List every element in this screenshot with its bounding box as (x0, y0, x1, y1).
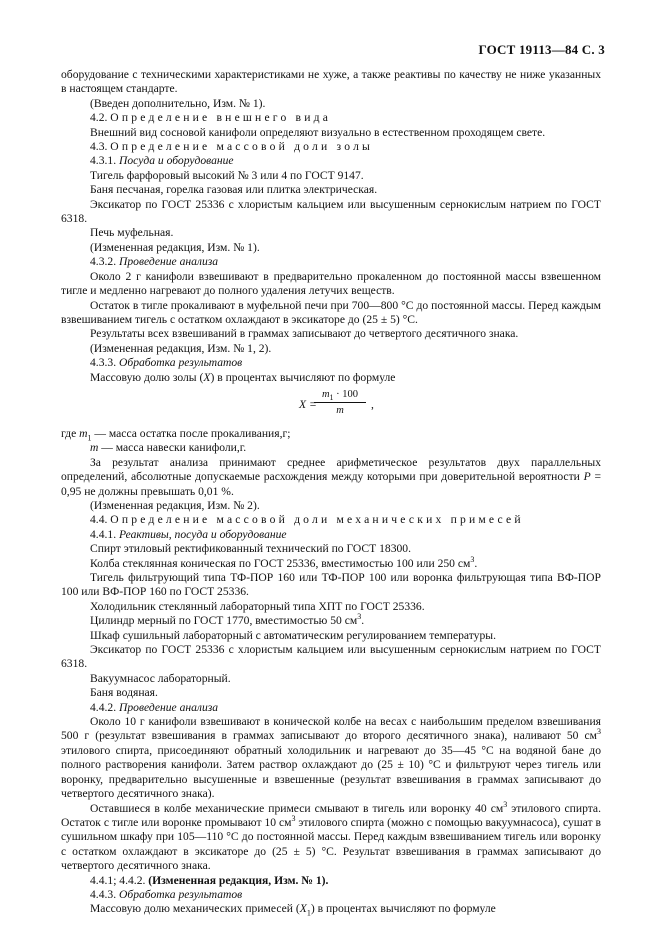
formula-lhs: X = (299, 397, 317, 411)
formula-legend: m — масса навески канифоли,г. (90, 441, 247, 455)
paragraph: Эксикатор по ГОСТ 25336 с хлористым кальцием или высушенным сернокислым натрием по ГОСТ 6318. (61, 197, 601, 226)
amendment-note: (Измененная редакция, Изм. № 2). (90, 498, 260, 512)
subsection-heading-4-4-1: 4.4.1. Реактивы, посуда и оборудование (90, 527, 287, 541)
section-heading-4-3: 4.3. Определение массовой доли золы (90, 140, 374, 154)
subsection-heading-4-3-1: 4.3.1. Посуда и оборудование (90, 154, 234, 168)
formula-legend: где $m_1$ — масса остатка после прокаливания,г; (61, 426, 291, 443)
paragraph: Около 2 г канифоли взвешивают в предварительно прокаленном до постоянной массы взвешенном тигле и медленно нагревают до полного удаления летучих веществ. (61, 269, 601, 298)
amendment-note: (Измененная редакция, Изм. № 1, 2). (90, 341, 272, 355)
paragraph: Эксикатор по ГОСТ 25336 с хлористым кальцием или высушенным сернокислым натрием по ГОСТ 6318. (61, 643, 601, 671)
paragraph: Массовую долю золы (X) в процентах вычисляют по формуле (90, 370, 396, 384)
paragraph: Тигель фильтрующий типа ТФ-ПОР 160 или ТФ-ПОР 100 или воронка фильтрующая типа ВФ-ПОР 100 или ВФ-ПОР 160 по ГОСТ 25336. (61, 571, 601, 599)
paragraph: Вакуумнасос лабораторный. (90, 671, 231, 685)
section-heading-4-2: 4.2. Определение внешнего вида (90, 111, 332, 125)
paragraph: Внешний вид сосновой канифоли определяют визуально в естественном проходящем свете. (90, 125, 546, 139)
subsection-heading-4-4-3: 4.4.3. Обработка результатов (90, 887, 243, 901)
paragraph: Баня песчаная, горелка газовая или плитка электрическая. (90, 183, 378, 197)
paragraph: Тигель фарфоровый высокий № 3 или 4 по ГОСТ 9147. (90, 168, 364, 182)
amendment-note: (Введен дополнительно, Изм. № 1). (90, 96, 266, 110)
paragraph: Шкаф сушильный лабораторный с автоматическим регулированием температуры. (90, 628, 496, 642)
subsection-heading-4-3-3: 4.3.3. Обработка результатов (90, 356, 243, 370)
paragraph: Оставшиеся в колбе механические примеси смывают в тигель или воронку 40 $см^3$ этилового спирта. Остаток с тигле или воронке промывают 10 $см^3$ этилового спирта (можно с помощью вакуумнасоса), сушат в сушильном шкафу при 105—110 °С до постоянной массы. Перед каждым взвешиванием тигель или воронку с остатком охлаждают в эксикаторе до (25 ± 5) °С. Результат взвешивания в граммах записывают до четвертого десятичного знака. (61, 799, 601, 873)
page-header: ГОСТ 19113—84 С. 3 (478, 42, 605, 57)
paragraph: Спирт этиловый ректификованный технический по ГОСТ 18300. (90, 542, 412, 556)
formula-fraction (314, 388, 366, 417)
paragraph: Печь муфельная. (90, 226, 174, 240)
fraction-bar (314, 402, 366, 403)
paragraph: Колба стеклянная коническая по ГОСТ 25336, вместимостью 100 или 250 $см^3$. (90, 554, 478, 570)
paragraph: Холодильник стеклянный лабораторный типа ХПТ по ГОСТ 25336. (90, 599, 425, 613)
subsection-heading-4-4-2: 4.4.2. Проведение анализа (90, 700, 219, 714)
paragraph: Цилиндр мерный по ГОСТ 1770, вместимостью 50 $см^3$. (90, 612, 365, 628)
paragraph: оборудование с техническими характеристиками не хуже, а также реактивы по качеству не ниже указанных в настоящем стандарте. (61, 68, 601, 96)
subsection-heading-4-3-2: 4.3.2. Проведение анализа (90, 255, 219, 269)
paragraph: За результат анализа принимают среднее арифметическое результатов двух параллельных определений, абсолютные допускаемые расхождения между которыми при доверительной вероятности Р = 0,95 не должны превышать 0,01 %. (61, 455, 602, 498)
formula-denominator: m (336, 404, 344, 416)
section-heading-4-4: 4.4. Определение массовой доли механических примесей (90, 513, 524, 527)
amendment-note: (Измененная редакция, Изм. № 1). (90, 240, 260, 254)
document-body (61, 68, 601, 917)
paragraph: Остаток в тигле прокаливают в муфельной печи при 700—800 °С до постоянной массы. Перед каждым взвешиванием тигель с остатком охлаждают в эксикаторе до (25 ± 5) °С. (61, 298, 601, 326)
paragraph: Результаты всех взвешиваний в граммах записывают до четвертого десятичного знака. (90, 327, 519, 341)
ash-formula (61, 387, 601, 423)
paragraph: Массовую долю механических примесей $(X_1)$ в процентах вычисляют по формуле (90, 902, 496, 918)
paragraph: Около 10 г канифоли взвешивают в конической колбе на весах с наибольшим пределом взвешивания 500 г (результат взвешивания в граммах записывают до второго десятичного знака), наливают 50 $см^3$ этилового спирта, присоединяют обратный холодильник и нагревают до 35—45 °С на водяной бане до полного растворения канифоли. Затем раствор охлаждают до (25 ± 10) °С и фильтруют через тигель или воронку, предварительно высушенные и взвешенные (результат взвешивания в граммах записывают до четвертого десятичного знака). (61, 715, 601, 801)
formula-numerator: $m_1 \cdot 100$ (321, 388, 359, 403)
paragraph: Баня водяная. (90, 686, 158, 700)
amendment-note: 4.4.1; 4.4.2. (Измененная редакция, Изм. № 1). (90, 873, 329, 887)
formula-comma: , (371, 397, 374, 411)
